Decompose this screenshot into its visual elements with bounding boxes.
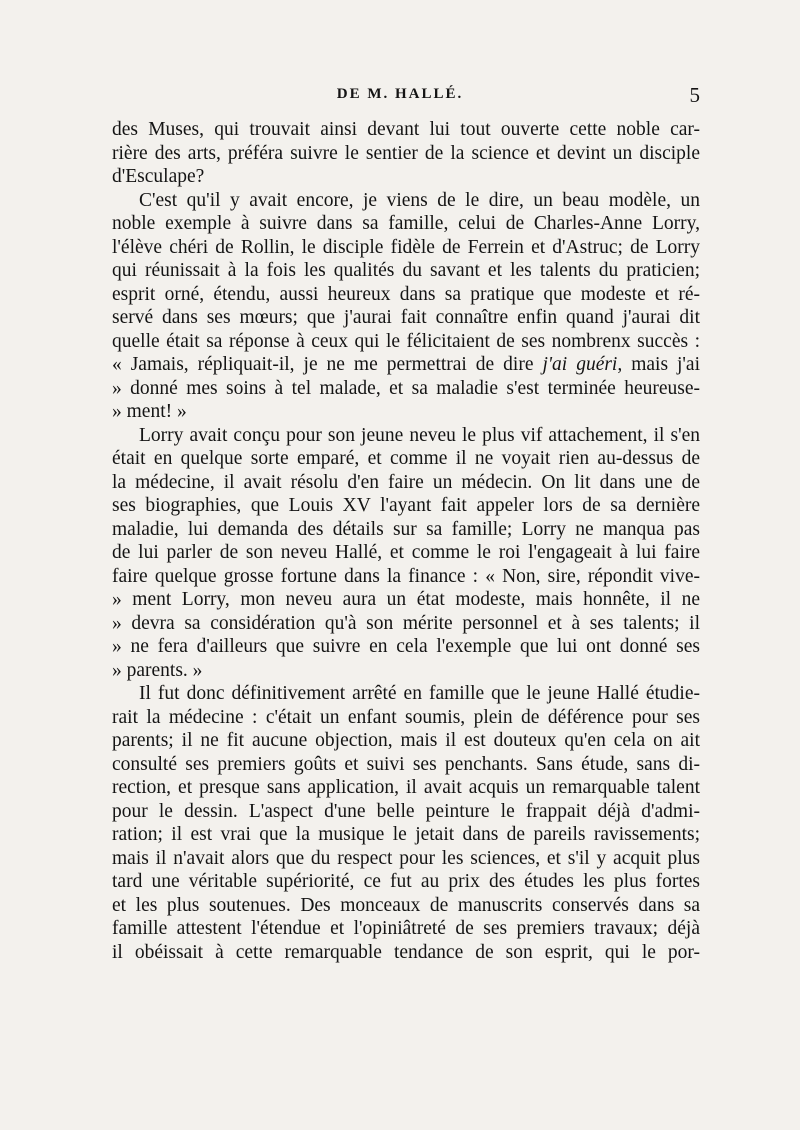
text-line: et les plus soutenues. Des monceaux de manuscrits conservés dans sa — [112, 894, 700, 916]
text-line: ses biographies, que Louis XV l'ayant fait appeler lors de sa dernière — [112, 495, 700, 516]
text-line: Lorry avait conçu pour son jeune neveu le plus vif attachement, il s'en — [139, 424, 700, 446]
text-line: faire quelque grosse fortune dans la finance : « Non, sire, répondit vive- — [112, 565, 700, 587]
page-number: 5 — [689, 83, 700, 107]
body-text — [112, 118, 700, 964]
text-line: rection, et presque sans application, il avait acquis un remarquable talent — [112, 777, 700, 798]
text-line: la médecine, il avait résolu d'en faire un médecin. On lit dans une de — [112, 471, 700, 493]
text-line: quelle était sa réponse à ceux qui le félicitaient de ses nombrenx succès : — [112, 330, 700, 352]
text-line: esprit orné, étendu, aussi heureux dans sa pratique que modeste et ré- — [112, 283, 700, 305]
quote-start: « Jamais, répliquait-il, je ne me permettrai de dire — [112, 354, 534, 375]
page-header — [0, 83, 800, 110]
text-line: rait la médecine : c'était un enfant soumis, plein de déférence pour ses — [112, 706, 700, 728]
text-line: rière des arts, préféra suivre le sentier de la science et devint un disciple — [112, 142, 700, 164]
text-line: » ment! » — [112, 401, 187, 422]
text-line: Il fut donc définitivement arrêté en famille que le jeune Hallé étudie- — [139, 683, 700, 704]
italic-phrase: j'ai guéri, — [542, 354, 623, 375]
text-line: l'élève chéri de Rollin, le disciple fidèle de Ferrein et d'Astruc; de Lorry — [112, 236, 700, 258]
text-line: servé dans ses mœurs; que j'aurai fait connaître enfin quand j'aurai dit — [112, 307, 700, 328]
text-line: d'Esculape? — [112, 166, 205, 187]
text-line: maladie, lui demanda des détails sur sa famille; Lorry ne manqua pas — [112, 518, 700, 540]
text-line: » ment Lorry, mon neveu aura un état modeste, mais honnête, il ne — [112, 589, 700, 610]
text-line: pour le dessin. L'aspect d'une belle peinture le frappait déjà d'admi- — [112, 800, 700, 822]
text-line: mais il n'avait alors que du respect pour les sciences, et s'il y acquit plus — [112, 847, 700, 869]
text-line: » donné mes soins à tel malade, et sa maladie s'est terminée heureuse- — [112, 377, 700, 399]
text-line: ration; il est vrai que la musique le jetait dans de pareils ravissements; — [112, 824, 700, 845]
text-line: » devra sa considération qu'à son mérite personnel et à ses talents; il — [112, 612, 700, 634]
text-line: qui réunissait à la fois les qualités du savant et les talents du praticien; — [112, 260, 700, 281]
text-line: tard une véritable supériorité, ce fut au prix des études les plus fortes — [112, 871, 700, 892]
text-line: » parents. » — [112, 659, 203, 681]
text-line: noble exemple à suivre dans sa famille, celui de Charles-Anne Lorry, — [112, 213, 700, 234]
text-line: » ne fera d'ailleurs que suivre en cela l'exemple que lui ont donné ses — [112, 636, 700, 657]
quote-tail: mais j'ai — [622, 354, 700, 375]
text-line: famille attestent l'étendue et l'opiniâtreté de ses premiers travaux; déjà — [112, 918, 700, 939]
text-line — [112, 353, 700, 377]
text-line: C'est qu'il y avait encore, je viens de le dire, un beau modèle, un — [139, 189, 700, 211]
text-line: consulté ses premiers goûts et suivi ses penchants. Sans étude, sans di- — [112, 753, 700, 775]
text-line: il obéissait à cette remarquable tendance de son esprit, qui le por- — [112, 941, 700, 963]
text-line: des Muses, qui trouvait ainsi devant lui tout ouverte cette noble car- — [112, 119, 700, 140]
text-line: parents; il ne fit aucune objection, mais il est douteux qu'en cela on ait — [112, 730, 700, 751]
text-line: était en quelque sorte emparé, et comme il ne voyait rien au-dessus de — [112, 448, 700, 469]
running-title: DE M. HALLÉ. — [336, 86, 464, 102]
text-line: de lui parler de son neveu Hallé, et comme le roi l'engageait à lui faire — [112, 542, 700, 563]
